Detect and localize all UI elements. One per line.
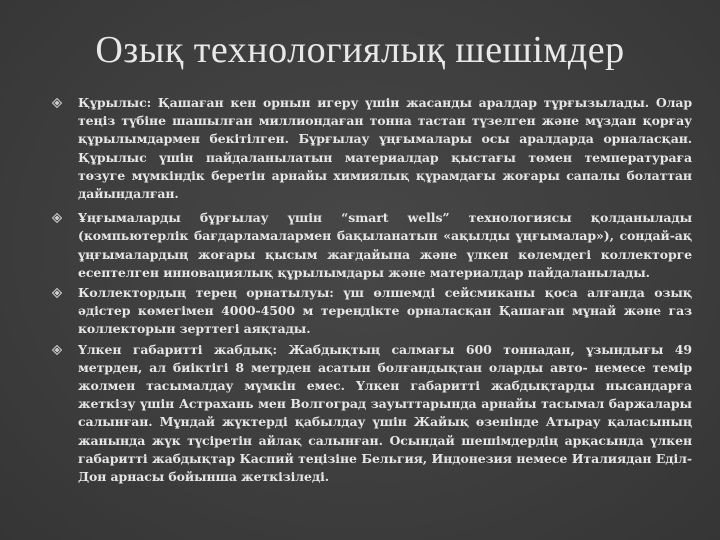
bullet-text: Коллектордың терең орнатылуы: үш өлшемді сейсмиканы қоса алғанда озық әдістер көмегімен 4000-4500 м тереңдікте орналасқан Қашаған мұнай және газ коллекторын зерттегі аяқтады. xyxy=(78,285,692,337)
bullet-item-equipment xyxy=(50,341,692,487)
bullet-item-smart-wells xyxy=(50,209,692,282)
diamond-bullet-icon xyxy=(52,213,62,223)
bullet-text: Құрылыс: Қашаған кен орнын игеру үшін жасанды аралдар тұрғызылады. Олар теңіз түбіне шашылған миллиондаған тонна тастан түзелген және мұздан қорғау құрылымдармен бекітілген. Бұрғылау ұңғымалары осы аралдарда орналасқан. Құрылыс үшін пайдаланылатын материалдар қыстағы төмен температураға төзуге мүмкіндік беретін арнайы химиялық құрамдағы жоғары сапалы болаттан дайындалған. xyxy=(78,95,692,202)
slide-title: Озық технологиялық шешімдер xyxy=(95,29,625,71)
bullet-list xyxy=(50,94,692,486)
bullet-text: Үлкен габаритті жабдық: Жабдықтың салмағы 600 тоннадан, ұзындығы 49 метрден, ал биіктігі 8 метрден асатын болғандықтан оларды авто- немесе темір жолмен тасымалдау мүмкін емес. Үлкен габаритті жабдықтарды нысандарға жеткізу үшін Астрахань мен Волгоград зауыттарында арнайы тасымал баржалары салынған. Мұндай жүктерді қабылдау үшін Жайық өзенінде Атырау қаласының жанында жүк түсіретін айлақ салынған. Осындай шешімдердің арқасында үлкен габаритті жабдықтар Каспий теңізіне Бельгия, Индонезия немесе Италиядан Еділ-Дон арнасы бойынша жеткізіледі. xyxy=(78,341,692,485)
bullet-text: Ұңғымаларды бұрғылау үшін “smart wells” технологиясы қолданылады (компьютерлік бағдарламалармен бақыланатын «ақылды ұңғымалар»), сондай-ақ ұңғымалардың жоғары қысым жағдайына және үлкен көлемдегі коллекторге есептелген инновациялық құрылымдары және материалдар пайдаланылады. xyxy=(78,210,692,280)
diamond-bullet-icon xyxy=(52,288,62,298)
bullet-item-construction xyxy=(50,94,692,203)
bullet-item-collector xyxy=(50,284,692,339)
diamond-bullet-icon xyxy=(52,345,62,355)
diamond-bullet-icon xyxy=(52,98,62,108)
